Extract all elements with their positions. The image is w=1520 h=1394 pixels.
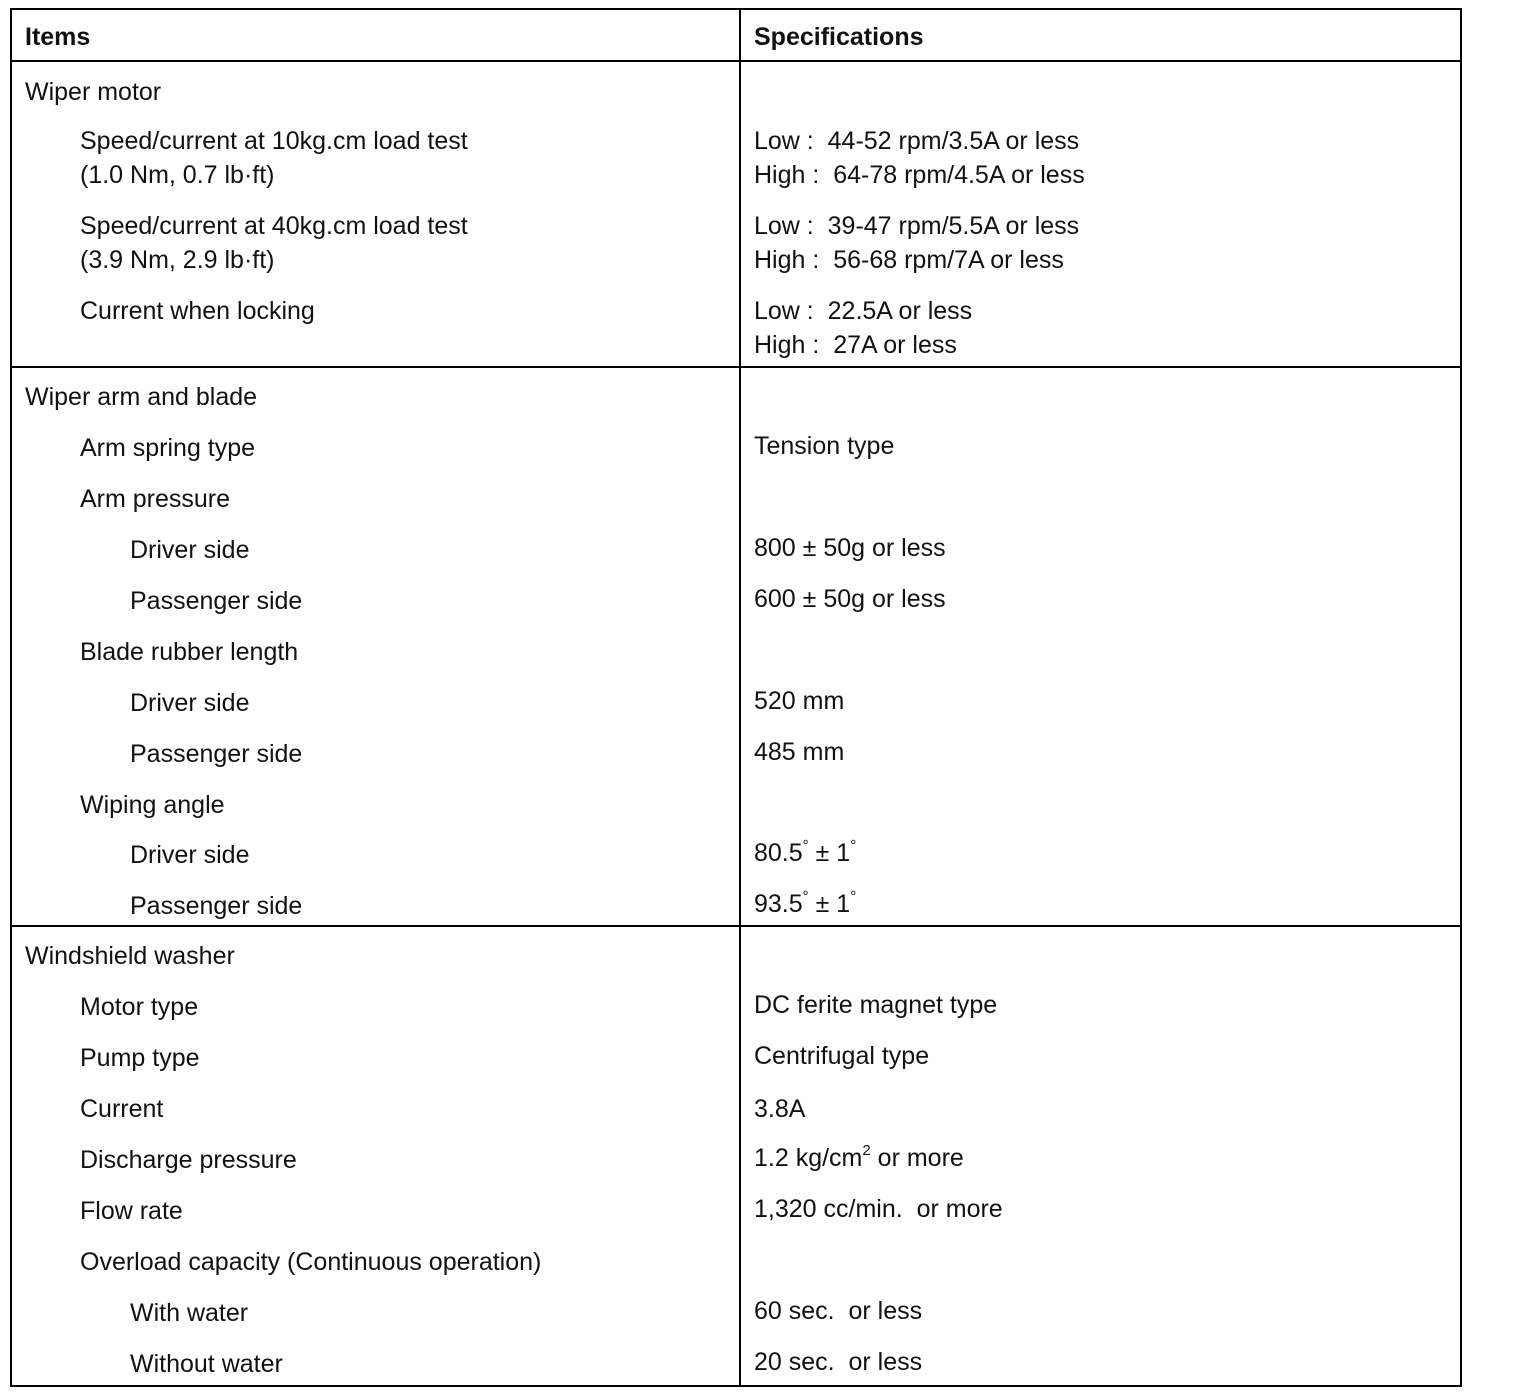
spec-value: Tension type [754,432,895,460]
spec-value: DC ferite magnet type [754,991,998,1019]
spec-table [10,8,1462,1387]
item-label: Overload capacity (Continuous operation) [80,1248,542,1276]
spec-value: High : 56-68 rpm/7A or less [754,246,1064,274]
section-title: Wiper motor [25,78,162,106]
spec-value: 80.5° ± 1° [754,836,857,867]
section-title: Wiper arm and blade [25,383,258,411]
item-label: Driver side [130,689,250,717]
item-label: With water [130,1299,249,1327]
item-label: Passenger side [130,892,303,920]
spec-value: 60 sec. or less [754,1297,923,1325]
spec-value: High : 64-78 rpm/4.5A or less [754,161,1085,189]
spec-value: 1.2 $kg/cm^2$ or more [754,1141,964,1172]
spec-value: High : 27A or less [754,331,957,359]
spec-value: 20 sec. or less [754,1348,923,1376]
spec-value: Low : 39-47 rpm/5.5A or less [754,212,1080,240]
item-label: Motor type [80,993,199,1021]
spec-value: 485 mm [754,738,845,766]
item-label: (3.9 Nm, 2.9 lb·ft) [80,246,275,274]
spec-value: Centrifugal type [754,1042,930,1070]
item-label: Driver side [130,536,250,564]
spec-value: 3.8A [754,1095,806,1123]
item-label: Without water [130,1350,283,1378]
spec-value: 520 mm [754,687,845,715]
section-title: Windshield washer [25,942,235,970]
section-wiper-motor [12,62,1460,368]
item-label: Blade rubber length [80,638,299,666]
spec-value: Low : 44-52 rpm/3.5A or less [754,127,1080,155]
spec-value: 800 ± 50g or less [754,534,946,562]
spec-value: 600 ± 50g or less [754,585,946,613]
item-label: Flow rate [80,1197,183,1225]
item-label: Current when locking [80,297,315,325]
item-label: Wiping angle [80,791,225,819]
item-label: Passenger side [130,740,303,768]
section-wiper-arm-and-blade [12,368,1460,927]
section-windshield-washer [12,927,1460,1385]
table-header [12,10,1460,62]
item-label: Arm pressure [80,485,231,513]
item-label: Pump type [80,1044,200,1072]
spec-value: Low : 22.5A or less [754,297,973,325]
item-label: Passenger side [130,587,303,615]
item-label: Speed/current at 10kg.cm load test [80,127,468,155]
item-label: Speed/current at 40kg.cm load test [80,212,468,240]
item-label: Arm spring type [80,434,256,462]
spec-value: 93.5° ± 1° [754,887,857,918]
item-label: Current [80,1095,164,1123]
header-items: Items [25,23,91,51]
header-specifications: Specifications [754,23,924,51]
item-label: Driver side [130,841,250,869]
item-label: Discharge pressure [80,1146,297,1174]
spec-value: 1,320 cc/min. or more [754,1195,1003,1223]
item-label: (1.0 Nm, 0.7 lb·ft) [80,161,275,189]
